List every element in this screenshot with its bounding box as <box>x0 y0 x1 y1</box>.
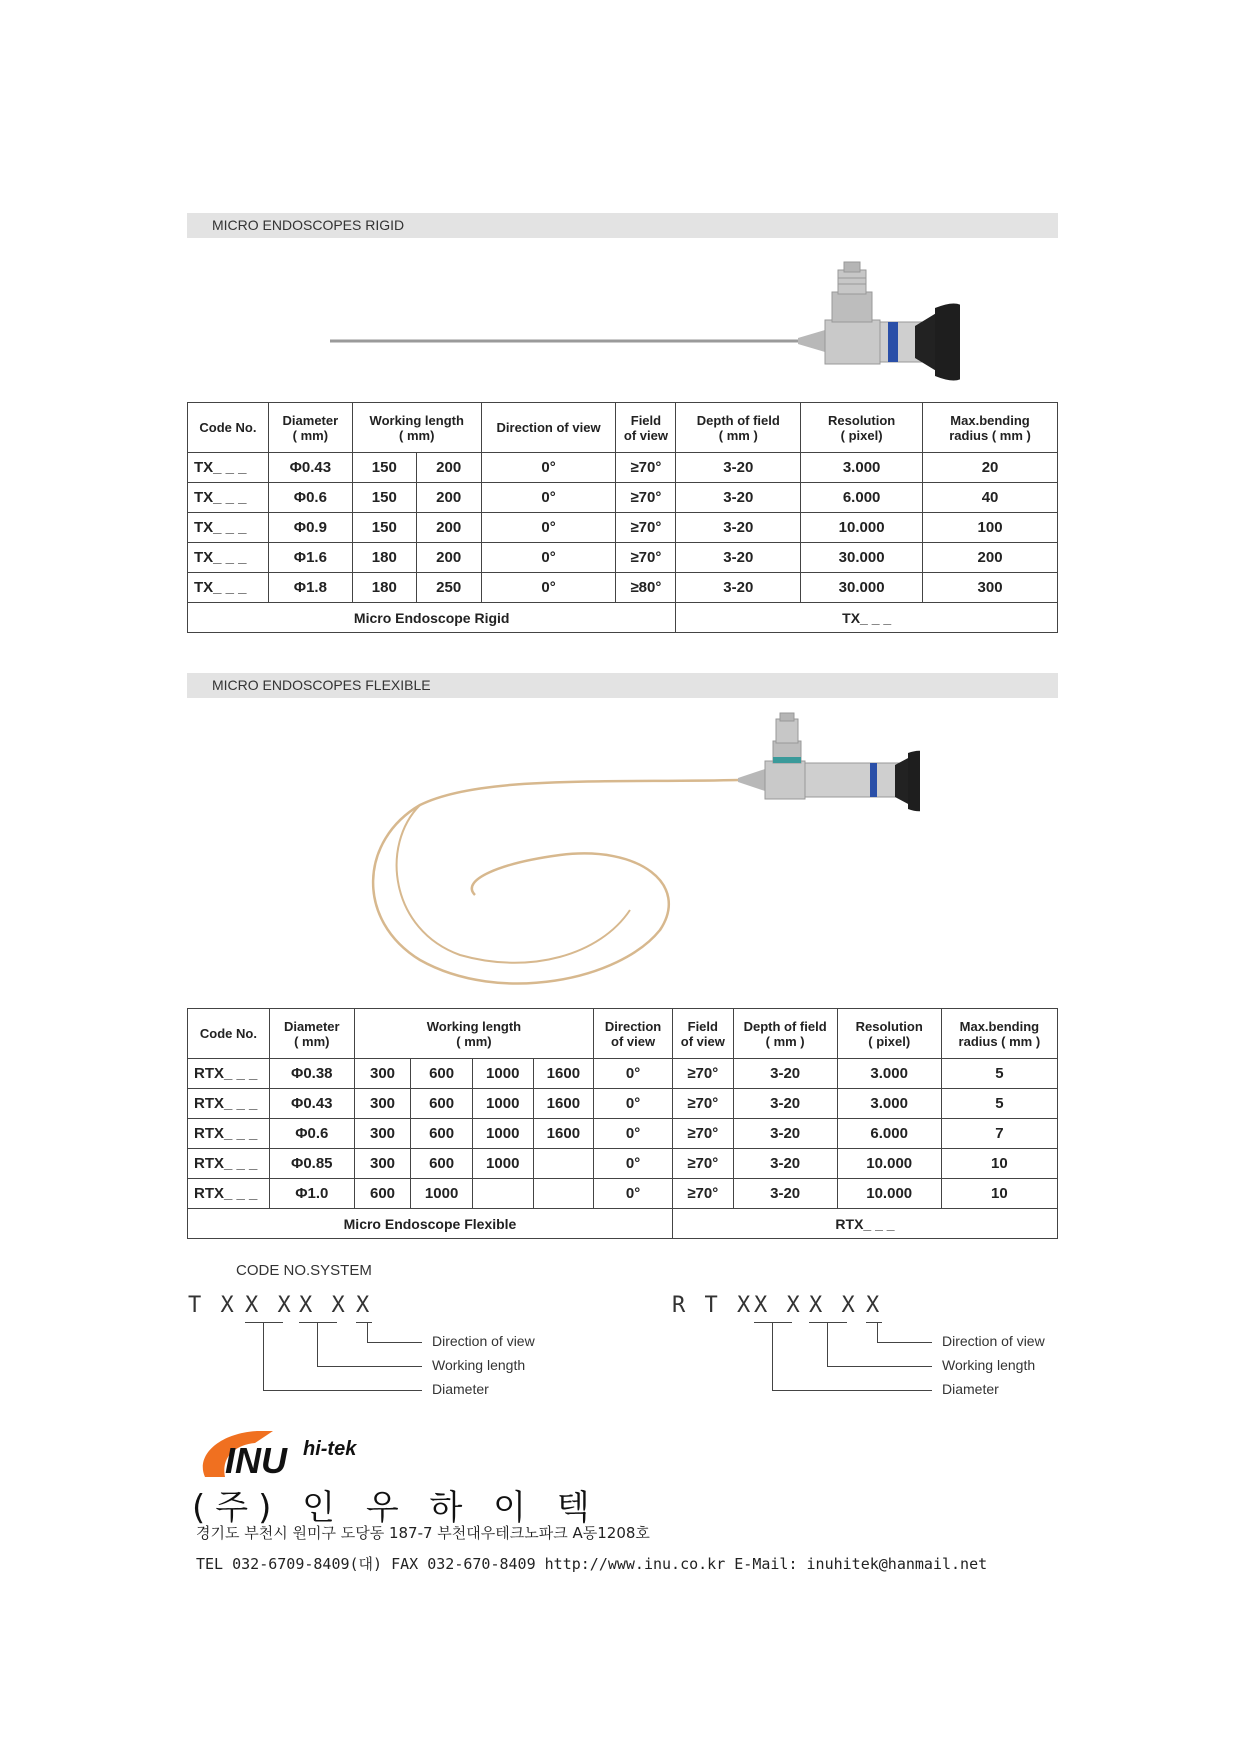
col-code-no: Code No. <box>188 1009 270 1059</box>
col-field-of-view: Field of view <box>616 403 676 453</box>
flexible-header-row <box>188 1009 1058 1059</box>
tx-code-prefix: T X <box>188 1293 237 1318</box>
col-resolution: Resolution ( pixel) <box>837 1009 941 1059</box>
table-row: TX_ _ _ Φ0.6 150 200 0° ≥70° 3-20 6.000 40 <box>188 483 1058 513</box>
rtx-code-prefix: R T X <box>672 1293 754 1318</box>
table-row: RTX_ _ _ Φ0.6 300 600 1000 1600 0° ≥70° 3-20 6.000 7 <box>188 1119 1058 1149</box>
table-row: RTX_ _ _ Φ0.43 300 600 1000 1600 0° ≥70° 3-20 3.000 5 <box>188 1089 1058 1119</box>
tx-label-diameter: Diameter <box>432 1381 489 1397</box>
col-direction-of-view: Direction of view <box>594 1009 673 1059</box>
col-working-length: Working length ( mm) <box>352 403 481 453</box>
table-row: TX_ _ _ Φ0.9 150 200 0° ≥70° 3-20 10.000 100 <box>188 513 1058 543</box>
table-row: RTX_ _ _ Φ0.38 300 600 1000 1600 0° ≥70° 3-20 3.000 5 <box>188 1059 1058 1089</box>
table-row: TX_ _ _ Φ1.6 180 200 0° ≥70° 3-20 30.000 200 <box>188 543 1058 573</box>
table-row: TX_ _ _ Φ1.8 180 250 0° ≥80° 3-20 30.000 300 <box>188 573 1058 603</box>
rigid-footer-name: Micro Endoscope Rigid <box>188 603 676 633</box>
rigid-footer-row <box>188 603 1058 633</box>
tx-label-working-length: Working length <box>432 1357 526 1373</box>
col-resolution: Resolution ( pixel) <box>801 403 923 453</box>
flexible-section-title: MICRO ENDOSCOPES FLEXIBLE <box>187 673 1058 698</box>
flexible-spec-table <box>187 1008 1058 1239</box>
rigid-section-title: MICRO ENDOSCOPES RIGID <box>187 213 1058 238</box>
tx-label-direction: Direction of view <box>432 1333 535 1349</box>
rtx-code-part-direction: X <box>866 1293 883 1318</box>
rtx-label-direction: Direction of view <box>942 1333 1045 1349</box>
table-row: RTX_ _ _ Φ1.0 600 1000 0° ≥70° 3-20 10.000 10 <box>188 1179 1058 1209</box>
col-code-no: Code No. <box>188 403 269 453</box>
company-contact: TEL 032-6709-8409(대) FAX 032-670-8409 http://www.inu.co.kr E-Mail: inuhitek@hanmail.net <box>196 1555 988 1573</box>
table-row: RTX_ _ _ Φ0.85 300 600 1000 0° ≥70° 3-20 10.000 10 <box>188 1149 1058 1179</box>
col-max-bending: Max.bending radius ( mm ) <box>941 1009 1057 1059</box>
col-working-length: Working length ( mm) <box>354 1009 593 1059</box>
rtx-label-diameter: Diameter <box>942 1381 999 1397</box>
col-diameter: Diameter ( mm) <box>269 1009 354 1059</box>
company-address: 경기도 부천시 원미구 도당동 187-7 부천대우테크노파크 A동1208호 <box>196 1524 650 1542</box>
col-max-bending: Max.bending radius ( mm ) <box>923 403 1058 453</box>
flexible-footer-name: Micro Endoscope Flexible <box>188 1209 673 1239</box>
rtx-code-part-diameter: X X <box>754 1293 803 1318</box>
svg-text:hi-tek: hi-tek <box>303 1438 357 1460</box>
col-diameter: Diameter ( mm) <box>268 403 352 453</box>
col-depth-of-field: Depth of field ( mm ) <box>733 1009 837 1059</box>
rigid-header-row <box>188 403 1058 453</box>
tx-code-part-length: X X <box>299 1293 348 1318</box>
col-direction-of-view: Direction of view <box>481 403 616 453</box>
rigid-footer-code: TX_ _ _ <box>676 603 1058 633</box>
table-row: TX_ _ _ Φ0.43 150 200 0° ≥70° 3-20 3.000 20 <box>188 453 1058 483</box>
code-system-title: CODE NO.SYSTEM <box>236 1262 372 1279</box>
col-field-of-view: Field of view <box>672 1009 733 1059</box>
svg-text:INU: INU <box>225 1440 287 1481</box>
company-name-kr: (주) 인 우 하 이 텍 <box>192 1488 600 1528</box>
flexible-footer-code: RTX_ _ _ <box>672 1209 1057 1239</box>
tx-code-part-direction: X <box>356 1293 373 1318</box>
rtx-code-part-length: X X <box>809 1293 858 1318</box>
tx-code-part-diameter: X X <box>245 1293 294 1318</box>
rigid-endoscope-image <box>320 258 960 383</box>
flexible-endoscope-image <box>360 705 920 1005</box>
rtx-label-working-length: Working length <box>942 1357 1036 1373</box>
flexible-footer-row <box>188 1209 1058 1239</box>
rigid-spec-table <box>187 402 1058 633</box>
col-depth-of-field: Depth of field ( mm ) <box>676 403 801 453</box>
company-logo <box>195 1425 395 1485</box>
